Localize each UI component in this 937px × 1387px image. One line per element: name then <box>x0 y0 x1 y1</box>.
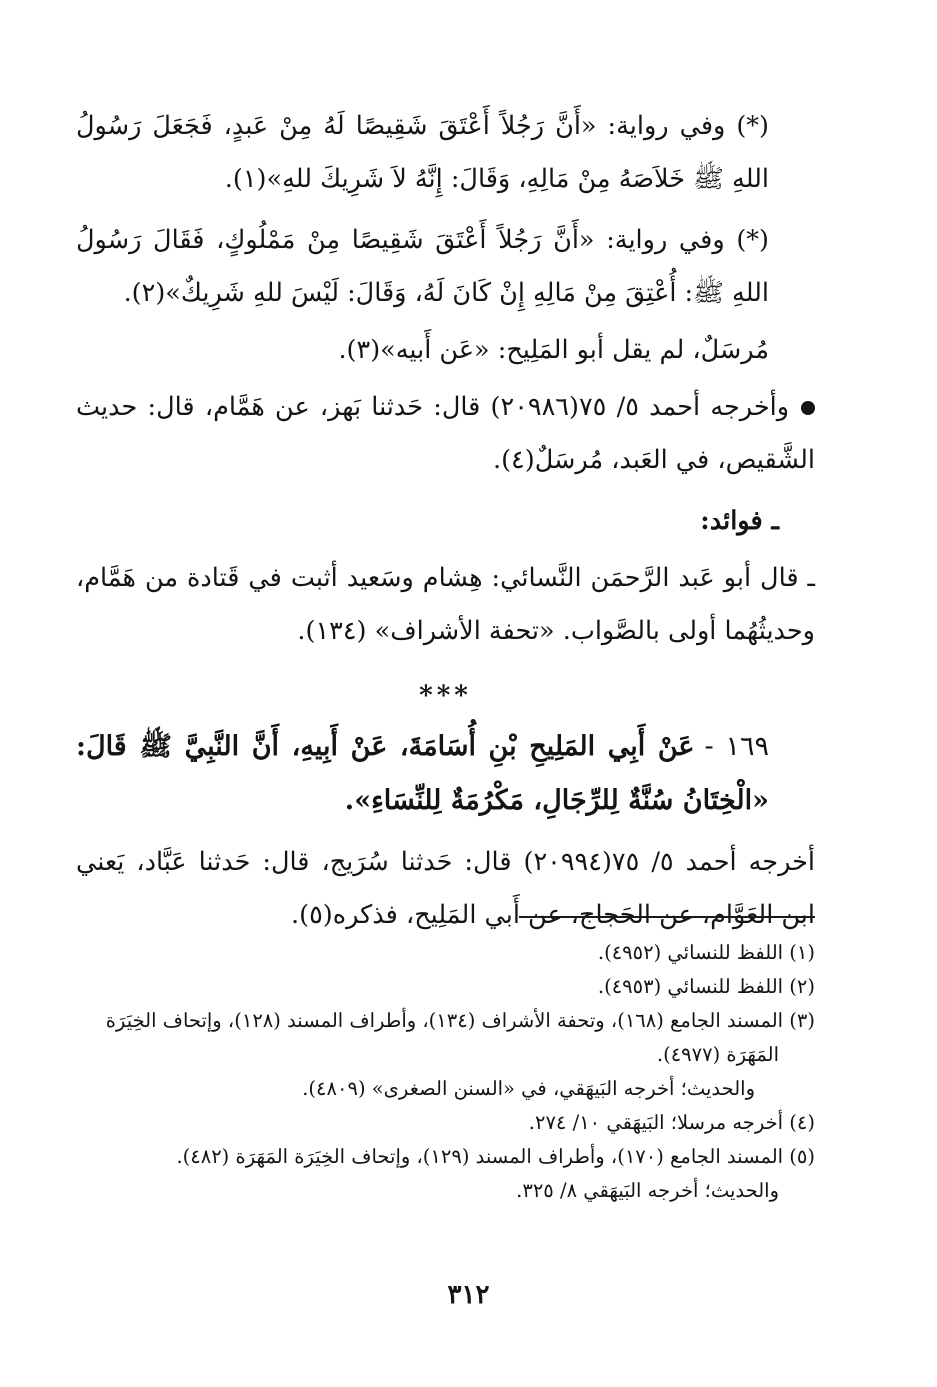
footnote-3-hadith: والحديث؛ أخرجه البَيهَقي، في «السنن الصغرى» (٤٨٠٩). <box>302 1077 755 1100</box>
fawaid-heading: ـ فوائد: <box>700 506 779 536</box>
fawaid-paragraph: ـ قال أبو عَبد الرَّحمَن النَّسائي: هِشام وسَعيد أثبت في قَتادة من هَمَّام، وحديثُهُما أولى بالصَّواب. «تحفة الأشراف» (١٣٤). <box>76 563 815 646</box>
footnotes <box>76 936 815 1208</box>
footnote-divider <box>519 916 815 918</box>
footnote-4: (٤) أخرجه مرسلا؛ البَيهَقي ١٠/ ٢٧٤. <box>528 1111 815 1134</box>
mursal-note: مُرسَلٌ، لم يقل أبو المَلِيح: «عَن أَبيه»(٣). <box>338 335 769 365</box>
section-separator: *** <box>419 681 472 711</box>
footnote-1: (١) اللفظ للنسائي (٤٩٥٢). <box>597 941 815 964</box>
main-text <box>76 100 815 942</box>
footnote-5-hadith: والحديث؛ أخرجه البَيهَقي ٨/ ٣٢٥. <box>516 1179 779 1202</box>
hadith-number: ١٦٩ - <box>704 731 769 762</box>
footnote-2: (٢) اللفظ للنسائي (٤٩٥٣). <box>597 975 815 998</box>
bullet-icon <box>801 401 815 415</box>
page-number: ٣١٢ <box>447 1280 490 1310</box>
riwaya-paragraph-2: (*) وفي رواية: «أَنَّ رَجُلاً أَعْتَقَ شَقِيصًا مِنْ مَمْلُوكٍ، فَقَالَ رَسُولُ اللهِ ﷺ: أُعْتِقَ مِنْ مَالِهِ إِنْ كَانَ لَهُ، وَقَالَ: لَيْسَ للهِ شَرِيكٌ»(٢). <box>76 225 769 308</box>
hadith-text: عَنْ أَبِي المَلِيحِ بْنِ أُسَامَةَ، عَنْ أَبِيهِ، أَنَّ النَّبِيَّ ﷺ قَالَ: «الْخِتَانُ سُنَّةٌ لِلرِّجَالِ، مَكْرُمَةٌ لِلنِّسَاءِ». <box>76 731 769 816</box>
footnote-5: (٥) المسند الجامع (١٧٠)، وأطراف المسند (١٢٩)، وإتحاف الخِيَرَة المَهَرَة (٤٨٢). <box>176 1145 815 1168</box>
footnote-3: (٣) المسند الجامع (١٦٨)، وتحفة الأشراف (١٣٤)، وأطراف المسند (١٢٨)، وإتحاف الخِيَرَة <box>105 1009 815 1032</box>
takhrij-paragraph-1 <box>76 381 815 487</box>
hadith-169 <box>76 720 815 828</box>
footnote-3-continuation: المَهَرَة (٤٩٧٧). <box>656 1043 779 1066</box>
takhrij-text-1: وأخرجه أحمد ٥/ ٧٥(٢٠٩٨٦) قال: حَدثنا بَهز، عن هَمَّام، قال: حديث الشَّقيص، في العَبد، مُرسَلٌ(٤). <box>76 392 815 475</box>
riwaya-paragraph-1: (*) وفي رواية: «أَنَّ رَجُلاً أَعْتَقَ شَقِيصًا لَهُ مِنْ عَبدٍ، فَجَعَلَ رَسُولُ اللهِ ﷺ خَلاَصَهُ مِنْ مَالِهِ، وَقَالَ: إِنَّهُ لاَ شَرِيكَ للهِ»(١). <box>76 111 769 194</box>
takhrij-paragraph-2: أخرجه أحمد ٥/ ٧٥(٢٠٩٩٤) قال: حَدثنا سُرَيج، قال: حَدثنا عَبَّاد، يَعني ابن العَوَّام، عن الحَجاج، عن أَبي المَلِيح، فذكره(٥). <box>76 847 815 930</box>
